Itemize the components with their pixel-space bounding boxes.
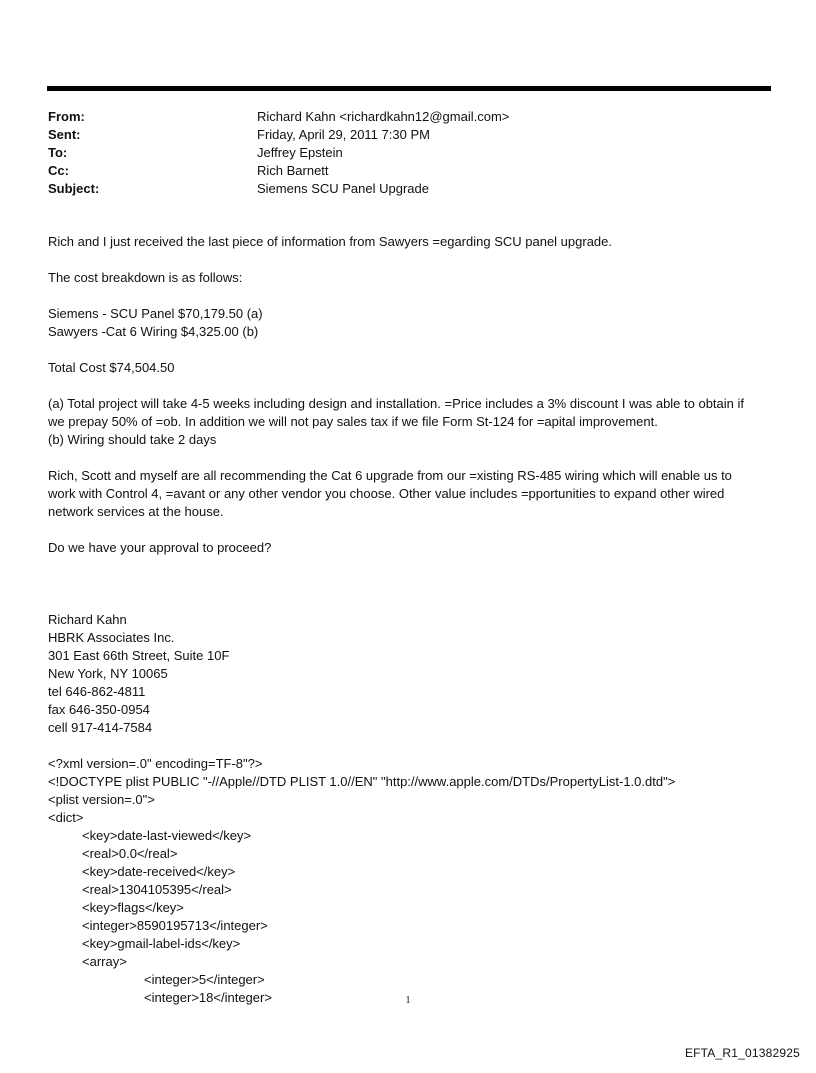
sent-value: Friday, April 29, 2011 7:30 PM [257, 127, 430, 142]
recommendation-line: work with Control 4, =avant or any other vendor you choose. Other value includes =pportunities to expand other wired [48, 486, 725, 501]
cc-value: Rich Barnett [257, 163, 329, 178]
signature-address: New York, NY 10065 [48, 666, 168, 681]
email-header-block [48, 108, 768, 198]
signature-fax: fax 646-350-0954 [48, 702, 150, 717]
cc-label: Cc: [48, 163, 69, 178]
from-value: Richard Kahn <richardkahn12@gmail.com> [257, 109, 510, 124]
xml-plist-block [48, 755, 778, 1007]
xml-line: <integer>8590195713</integer> [82, 918, 268, 933]
signature-name: Richard Kahn [48, 612, 127, 627]
xml-line: <?xml version=.0" encoding=TF-8"?> [48, 756, 263, 771]
signature-tel: tel 646-862-4811 [48, 684, 146, 699]
page-number: 1 [405, 995, 411, 1006]
to-value: Jeffrey Epstein [257, 145, 343, 160]
xml-line: <real>1304105395</real> [82, 882, 232, 897]
xml-line: <key>flags</key> [82, 900, 184, 915]
cost-item: Siemens - SCU Panel $70,179.50 (a) [48, 306, 263, 321]
cc-row [48, 162, 768, 180]
from-row [48, 108, 768, 126]
subject-row [48, 180, 768, 198]
note-a-line: (a) Total project will take 4-5 weeks including design and installation. =Price includes a 3% discount I was able to obtain if [48, 396, 745, 411]
header-divider-rule [47, 86, 771, 91]
xml-line: <array> [82, 954, 127, 969]
signature-address: 301 East 66th Street, Suite 10F [48, 648, 230, 663]
bates-stamp: EFTA_R1_01382925 [684, 1046, 800, 1060]
note-a-line: we prepay 50% of =ob. In addition we will not pay sales tax if we file Form St-124 for =apital improvement. [48, 414, 658, 429]
cost-item: Sawyers -Cat 6 Wiring $4,325.00 (b) [48, 324, 259, 339]
approval-question: Do we have your approval to proceed? [48, 540, 272, 555]
to-row [48, 144, 768, 162]
xml-line: <real>0.0</real> [82, 846, 178, 861]
xml-line: <key>date-last-viewed</key> [82, 828, 252, 843]
xml-line: <integer>18</integer> [144, 990, 272, 1005]
note-b: (b) Wiring should take 2 days [48, 432, 217, 447]
xml-line: <!DOCTYPE plist PUBLIC "-//Apple//DTD PLIST 1.0//EN" "http://www.apple.com/DTDs/PropertyList-1.0.dtd"> [48, 774, 676, 789]
signature-block [48, 611, 778, 737]
total-cost: Total Cost $74,504.50 [48, 360, 175, 375]
recommendation-line: Rich, Scott and myself are all recommending the Cat 6 upgrade from our =xisting RS-485 wiring which will enable us to [48, 468, 732, 483]
signature-company: HBRK Associates Inc. [48, 630, 175, 645]
email-body [48, 233, 778, 1007]
subject-label: Subject: [48, 181, 100, 196]
subject-value: Siemens SCU Panel Upgrade [257, 181, 429, 196]
xml-line: <key>date-received</key> [82, 864, 236, 879]
to-label: To: [48, 145, 68, 160]
signature-cell: cell 917-414-7584 [48, 720, 153, 735]
xml-line: <plist version=.0"> [48, 792, 155, 807]
from-label: From: [48, 109, 85, 124]
xml-line: <dict> [48, 810, 84, 825]
sent-label: Sent: [48, 127, 81, 142]
intro-paragraph: Rich and I just received the last piece of information from Sawyers =egarding SCU panel upgrade. [48, 234, 612, 249]
sent-row [48, 126, 768, 144]
recommendation-line: network services at the house. [48, 504, 224, 519]
xml-line: <integer>5</integer> [144, 972, 265, 987]
xml-line: <key>gmail-label-ids</key> [82, 936, 241, 951]
cost-intro: The cost breakdown is as follows: [48, 270, 243, 285]
